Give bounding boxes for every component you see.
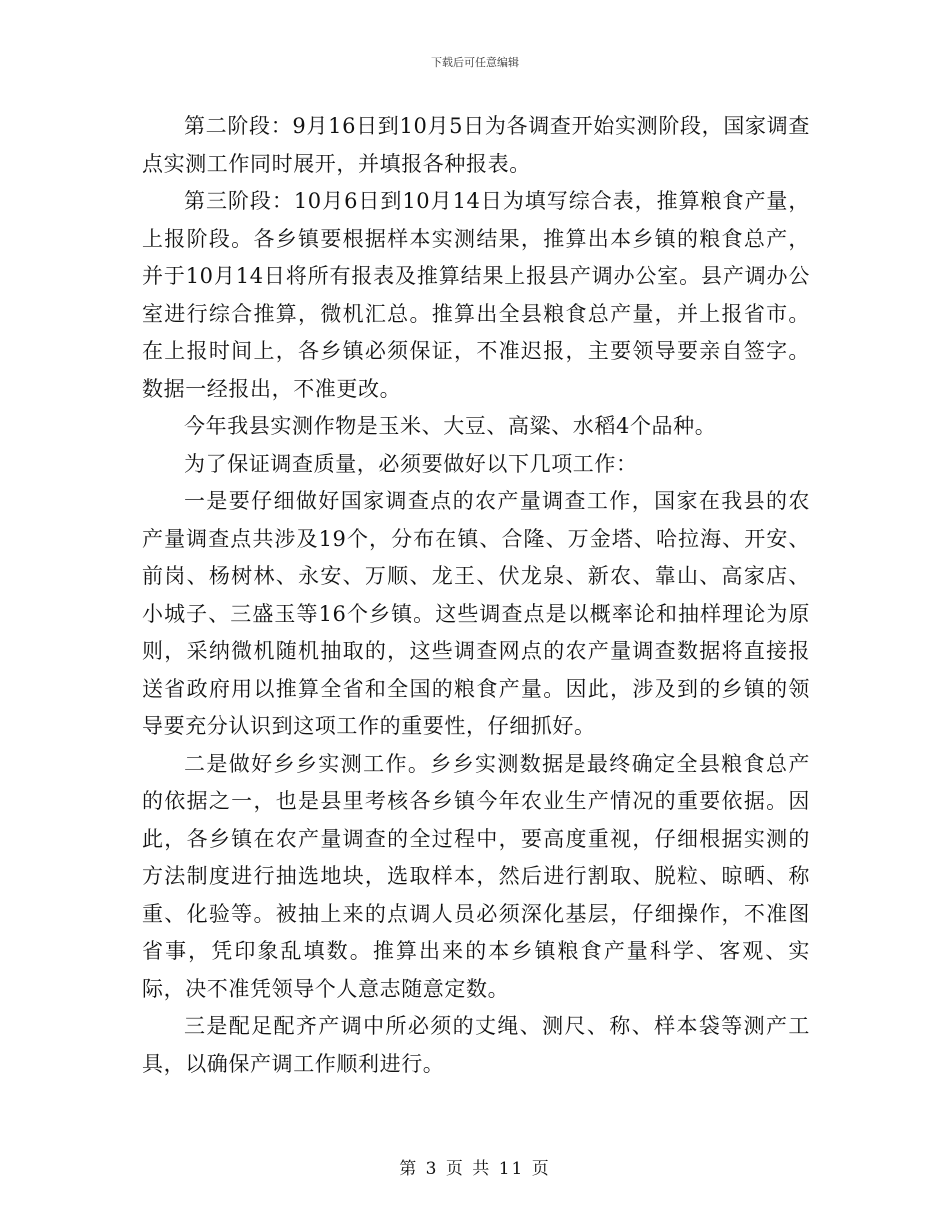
header-note: 下载后可任意编辑 xyxy=(431,56,519,69)
paragraph-item-one: 一是要仔细做好国家调查点的农产量调查工作，国家在我县的农产量调查点共涉及19个，分布在镇、合隆、万金塔、哈拉海、开安、前岗、杨树林、永安、万顺、龙王、伏龙泉、新农、靠山、高家店、小城子、三盛玉等16个乡镇。这些调查点是以概率论和抽样理论为原则，采纳微机随机抽取的，这些调查网点的农产量调查数据将直接报送省政府用以推算全省和全国的粮食产量。因此，涉及到的乡镇的领导要充分认识到这项工作的重要性，仔细抓好。 xyxy=(142,489,810,738)
paragraph-item-three: 三是配足配齐产调中所必须的丈绳、测尺、称、样本袋等测产工具，以确保产调工作顺利进行。 xyxy=(142,1014,810,1076)
document-body xyxy=(142,108,810,1083)
paragraph-stage-three: 第三阶段：10月6日到10月14日为填写综合表，推算粮食产量，上报阶段。各乡镇要根据样本实测结果，推算出本乡镇的粮食总产，并于10月14日将所有报表及推算结果上报县产调办公室。县产调办公室进行综合推算，微机汇总。推算出全县粮食总产量，并上报省市。在上报时间上，各乡镇必须保证，不准迟报，主要领导要亲自签字。数据一经报出，不准更改。 xyxy=(142,189,810,401)
footer-prefix: 第 xyxy=(399,1159,419,1179)
paragraph-item-two: 二是做好乡乡实测工作。乡乡实测数据是最终确定全县粮食总产的依据之一，也是县里考核各乡镇今年农业生产情况的重要依据。因此，各乡镇在农产量调查的全过程中，要高度重视，仔细根据实测的方法制度进行抽选地块，选取样本，然后进行割取、脱粒、晾晒、称重、化验等。被抽上来的点调人员必须深化基层，仔细操作，不准图省事，凭印象乱填数。推算出来的本乡镇粮食产量科学、客观、实际，决不准凭领导个人意志随意定数。 xyxy=(142,751,810,1001)
paragraph-crops: 今年我县实测作物是玉米、大豆、高粱、水稻4个品种。 xyxy=(184,414,717,438)
paragraph-stage-two: 第二阶段：9月16日到10月5日为各调查开始实测阶段，国家调查点实测工作同时展开，并填报各种报表。 xyxy=(142,114,810,176)
footer-current-page: 3 xyxy=(425,1159,439,1179)
footer-total-pages: 11 xyxy=(498,1159,525,1179)
page-footer xyxy=(0,1154,950,1179)
footer-middle: 页 共 xyxy=(445,1159,492,1179)
paragraph-quality-intro: 为了保证调查质量，必须要做好以下几项工作： xyxy=(184,451,638,476)
footer-suffix: 页 xyxy=(531,1159,551,1179)
